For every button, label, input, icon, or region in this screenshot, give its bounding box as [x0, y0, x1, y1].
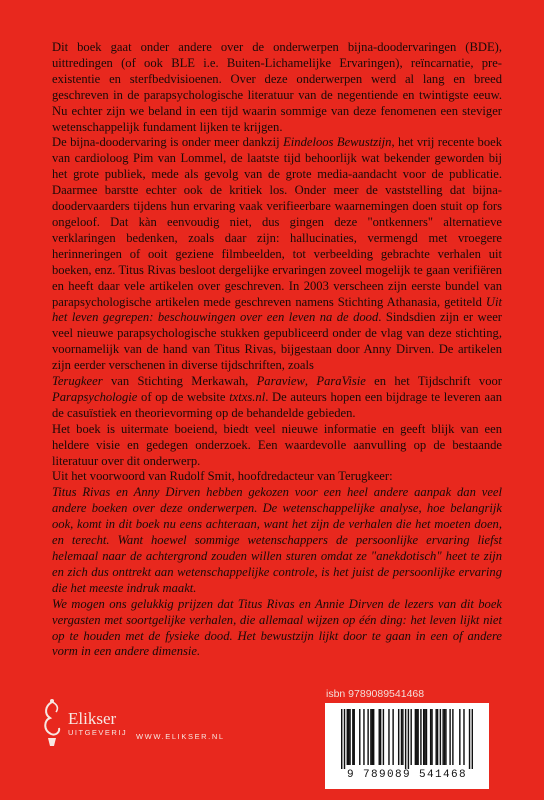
journal-paraview: Paraview	[256, 374, 305, 389]
barcode-bar	[359, 709, 360, 765]
intro-paragraph: Dit boek gaat onder andere over de onderwerpen bijna-doodervaringen (BDE), uittredingen (of ook BLE i.e. Buiten-Lichamelijke Ervaringen), reïncarnatie, pre-existentie en sterfbedvisioenen. Over deze onderwerpen werd al lang en breed geschreven in de parapsychologische literatuur van de negentiende en twintigste eeuw. Nu echter zijn we beland in een tijd waarin sommige van deze fenomenen een steviger wetenschappelijk fundament lijken te krijgen.	[52, 40, 502, 134]
back-cover-text	[52, 40, 502, 660]
paragraph-journals: Terugkeer van Stichting Merkawah, Paraview, ParaVisie en het Tijdschrift voor Parapsychologie of op de website txtxs.nl. De auteurs hopen een bijdrage te leveren aan de casuïstiek en theorievorming op de behandelde gebieden.	[52, 374, 502, 420]
barcode-bar	[352, 709, 353, 765]
publisher-name: Elikser	[68, 708, 117, 728]
barcode-bar	[354, 709, 355, 765]
barcode-bar	[459, 709, 460, 765]
barcode-bar	[344, 709, 345, 769]
barcode-bar	[442, 709, 443, 765]
paragraph-review: Het boek is uitermate boeiend, biedt veel nieuwe informatie en geeft blijk van een heldere visie en gedegen onderzoek. Een waardevolle aanvulling op de bestaande literatuur over dit onderwerp.	[52, 421, 502, 468]
barcode-bar	[430, 709, 431, 765]
barcode-bar	[469, 709, 470, 769]
barcode-bar	[383, 709, 384, 765]
foreword-quote-1: Titus Rivas en Anny Dirven hebben gekozen voor een heel andere aanpak dan veel andere boeken over deze onderwerpen. De wetenschappelijke analyse, hoe belangrijk ook, komt in dit boek nu eens achteraan, want het zijn de verhalen die het moeten doen, en terecht. Want hoewel sommige wetenschappers de persoonlijke ervaring liefst helemaal naar de achtergrond zouden willen sturen omdat ze "anekdotisch" heet te zijn en zich dus onttrekt aan wetenschappelijke controle, is het juist de persoonlijke ervaring die het meeste indruk maakt.	[52, 485, 502, 595]
barcode-bar	[449, 709, 450, 765]
barcode-bar	[388, 709, 389, 765]
barcode-bar	[423, 709, 424, 765]
book-title-uit-het-leven: Uit het leven gegrepen: beschouwingen over een leven na de dood	[52, 294, 502, 325]
barcode-bar	[445, 709, 446, 765]
barcode-bar	[405, 709, 406, 769]
paragraph-foreword-intro: Uit het voorwoord van Rudolf Smit, hoofdredacteur van Terugkeer:	[52, 469, 393, 484]
journal-paravisie: ParaVisie	[316, 374, 366, 389]
publisher-website: WWW.ELIKSER.NL	[136, 732, 225, 741]
journal-terugkeer: Terugkeer	[52, 374, 103, 389]
foreword-quote-2: We mogen ons gelukkig prijzen dat Titus Rivas en Annie Dirven de lezers van dit boek vergasten met soortgelijke verhalen, die allemaal wijzen op één ding: het leven lijkt niet op te houden met de fysieke dood. Het bewustzijn lijkt door te gaan in een of andere vorm in een andere dimensie.	[52, 596, 502, 659]
isbn-label: isbn 9789089541468	[326, 688, 425, 700]
barcode-bar	[392, 709, 393, 765]
website-txtxs: txtxs.nl	[229, 389, 266, 404]
barcode-bar	[347, 709, 348, 765]
barcode-bar	[416, 709, 417, 765]
barcode-bar	[373, 709, 374, 765]
barcode-bar	[444, 709, 445, 765]
barcode-bar	[402, 709, 403, 765]
barcode-bar	[379, 709, 380, 765]
barcode-bar	[431, 709, 432, 765]
barcode-bar	[472, 709, 473, 769]
barcode-bar	[415, 709, 416, 765]
barcode-bar	[363, 709, 364, 765]
barcode-bar	[424, 709, 425, 765]
barcode-bar	[372, 709, 373, 765]
barcode-bar	[410, 709, 411, 765]
barcode-bar	[398, 709, 399, 765]
barcode-bar	[349, 709, 350, 765]
barcode-bar	[437, 709, 438, 765]
barcode-bar	[463, 709, 464, 765]
barcode-bar	[440, 709, 441, 765]
barcode-bar	[452, 709, 453, 765]
barcode-bar	[435, 709, 436, 765]
barcode-bar	[401, 709, 402, 765]
barcode-bar	[341, 709, 342, 769]
paragraph-bde: De bijna-doodervaring is onder meer dankzij Eindeloos Bewustzijn, het vrij recente boek van cardioloog Pim van Lommel, de laatste tijd behoorlijk wat bekender geworden bij het grote publiek, mede als gevolg van de grote media-aandacht voor de publicatie. Daarmee barstte echter ook de kritiek los. Onder meer de vaststelling dat bijna-doodervaarders tijdens hun ervaring vaak verifieerbare waarnemingen doen stuit op fors ongeloof. Dat kàn eenvoudig niet, dus gingen deze "ontkenners" alternatieve verklaringen bedenken, zoals daar zijn: hallucinaties, vermengd met vroegere herinneringen of ooit geziene filmbeelden, tot verbeelding gebrachte verhalen uit boeken, enz. Titus Rivas besloot dergelijke ervaringen zoveel mogelijk te gaan verifiëren en heeft daar vele artikelen over geschreven. In 2003 verscheen zijn eerste bundel van parapsychologische artikelen mede geschreven namens Stichting Athanasia, getiteld Uit het leven gegrepen: beschouwingen over een leven na de dood. Sindsdien zijn er weer veel nieuwe parapsychologische stukken gepubliceerd onder de vlag van deze stichting, voornamelijk van de hand van Titus Rivas, bijgestaan door Anny Dirven. De artikelen zijn eerder verschenen in diverse tijdschriften, zoals	[52, 135, 503, 373]
barcode-bar	[367, 709, 368, 765]
barcode-digits: 9 789089 541468	[346, 769, 468, 781]
book-title-eindeloos-bewustzijn: Eindeloos Bewustzijn	[283, 135, 392, 150]
barcode-bar	[408, 709, 409, 769]
isbn-barcode	[325, 703, 489, 789]
barcode-bars	[341, 709, 473, 769]
journal-parapsychologie: Parapsychologie	[52, 389, 138, 404]
publisher-logo	[40, 698, 127, 748]
barcode-bar	[426, 709, 427, 765]
elikser-logo-icon	[40, 698, 64, 748]
barcode-bar	[380, 709, 381, 765]
barcode-bar	[370, 709, 371, 765]
barcode-bar	[420, 709, 421, 765]
publisher-subtitle: UITGEVERIJ	[68, 727, 128, 737]
barcode-bar	[417, 709, 418, 765]
barcode-bar	[348, 709, 349, 765]
